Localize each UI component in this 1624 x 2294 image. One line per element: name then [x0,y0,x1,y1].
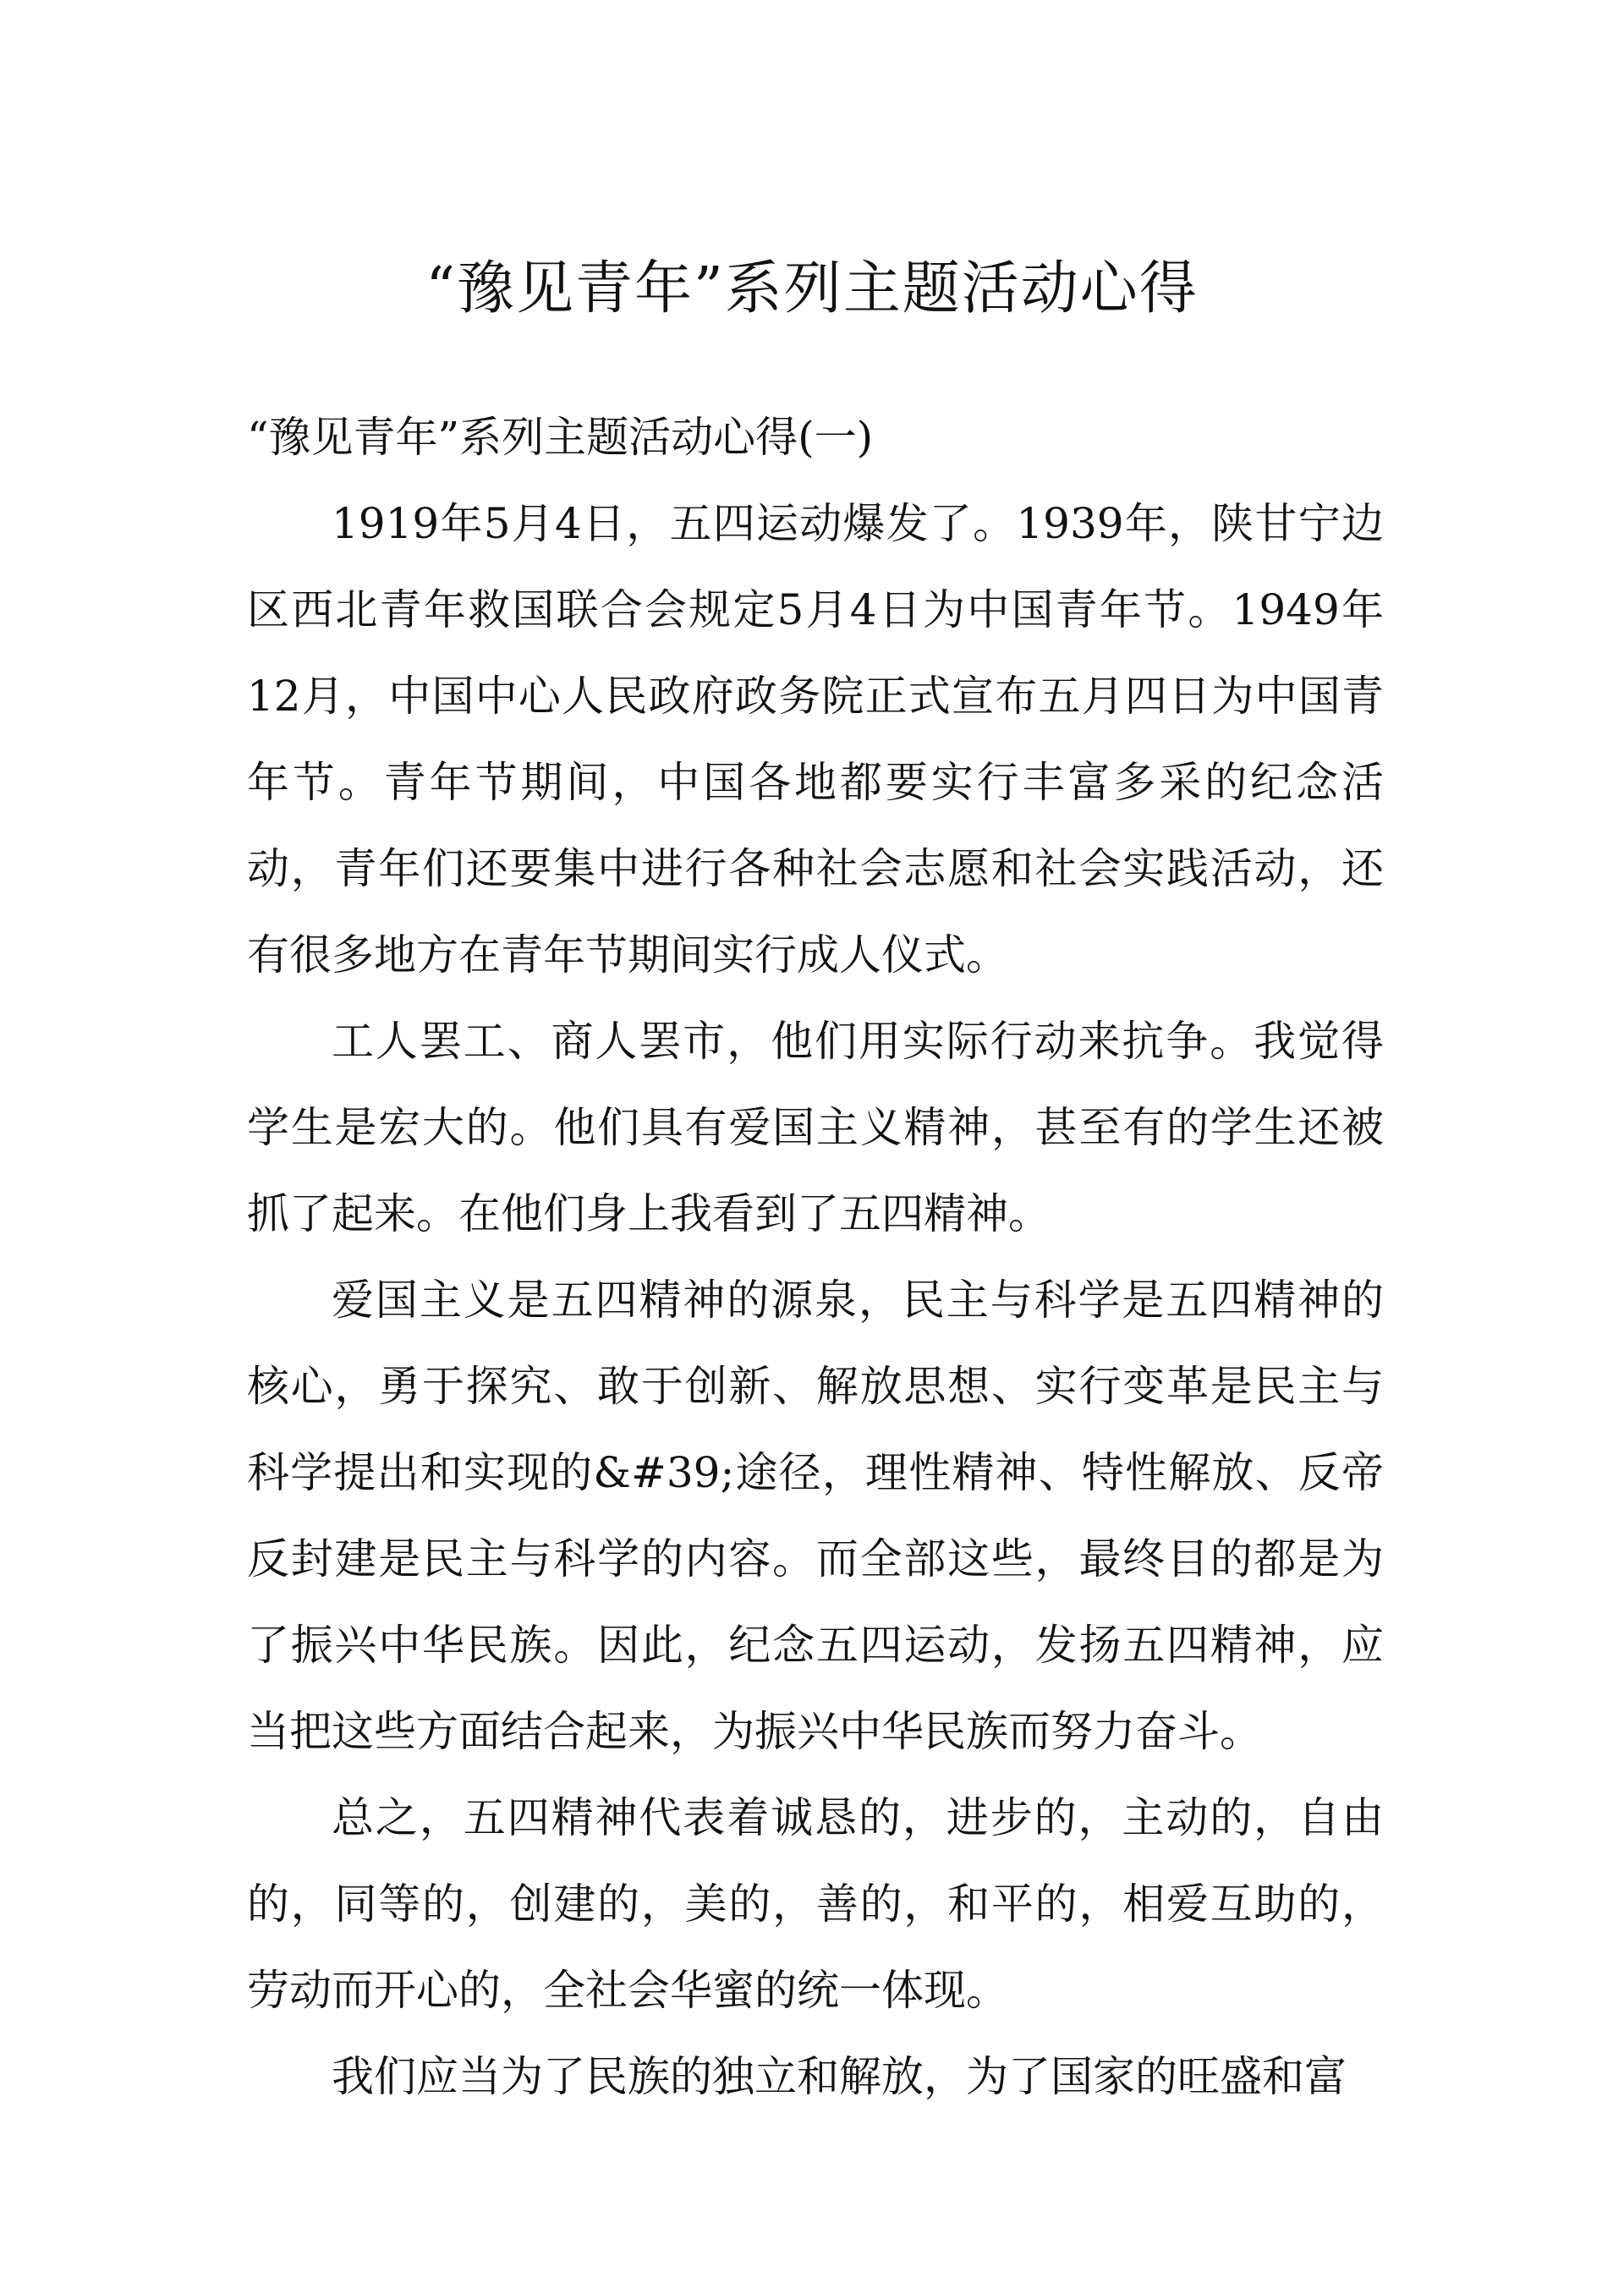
paragraph: 1919年5月4日，五四运动爆发了。1939年，陕甘宁边区西北青年救国联合会规定5月4日为中国青年节。1949年12月，中国中心人民政府政务院正式宣布五月四日为中国青年节。青年节期间，中国各地都要实行丰富多采的纪念活动，青年们还要集中进行各种社会志愿和社会实践活动，还有很多地方在青年节期间实行成人仪式。 [247,499,1384,980]
document-body [247,394,1384,2120]
paragraph: 爱国主义是五四精神的源泉，民主与科学是五四精神的核心，勇于探究、敢于创新、解放思想、实行变革是民主与科学提出和实现的&#39;途径，理性精神、特性解放、反帝反封建是民主与科学的内容。而全部这些，最终目的都是为了振兴中华民族。因此，纪念五四运动，发扬五四精神，应当把这些方面结合起来，为振兴中华民族而努力奋斗。 [247,1276,1384,1756]
section-subtitle: “豫见青年”系列主题活动心得(一) [247,413,874,462]
paragraph: 我们应当为了民族的独立和解放，为了国家的旺盛和富 [332,2052,1347,2101]
document-title: “豫见青年”系列主题活动心得 [425,255,1199,322]
paragraph: 总之，五四精神代表着诚恳的，进步的，主动的，自由的，同等的，创建的，美的，善的，和平的，相爱互助的，劳动而开心的，全社会华蜜的统一体现。 [247,1793,1384,2015]
paragraph: 工人罢工、商人罢市，他们用实际行动来抗争。我觉得学生是宏大的。他们具有爱国主义精神，甚至有的学生还被抓了起来。在他们身上我看到了五四精神。 [247,1017,1384,1238]
